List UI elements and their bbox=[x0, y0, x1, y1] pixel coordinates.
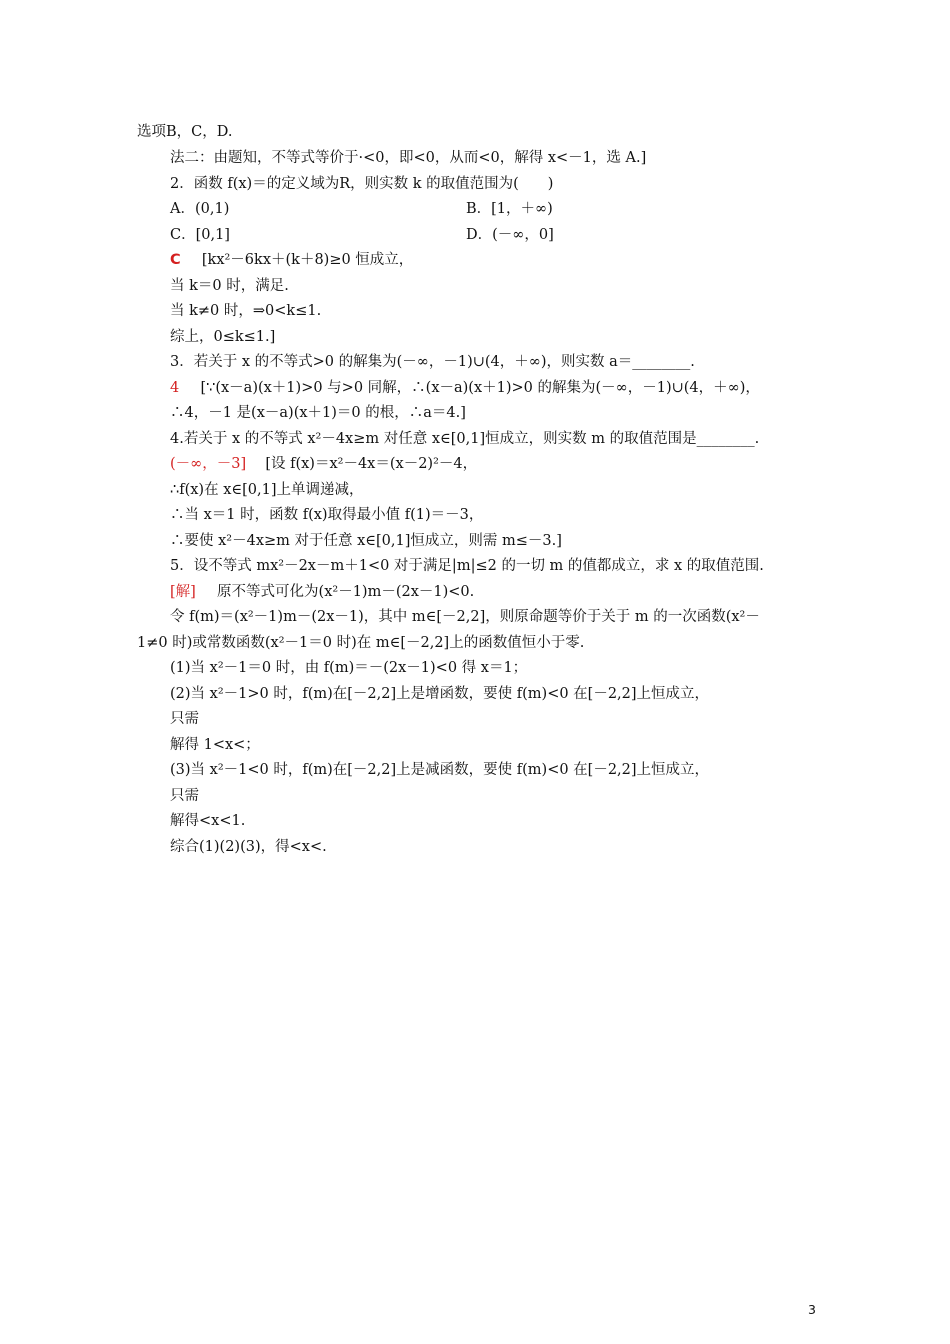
option-a: A．(0,1) bbox=[170, 201, 230, 217]
option-b: B．[1，＋∞) bbox=[466, 201, 553, 217]
answer-label: 4 bbox=[170, 380, 180, 396]
solution-text: [∵(x－a)(x＋1)>0 与>0 同解，∴(x－a)(x＋1)>0 的解集为(－∞，－1)∪(4，＋∞)， bbox=[200, 380, 760, 396]
question-4: 4.若关于 x 的不等式 x²－4x≥m 对任意 x∈[0,1]恒成立，则实数 m 的取值范围是________. bbox=[170, 431, 760, 447]
text-line: 解得 1<x<； bbox=[170, 737, 260, 753]
text-line: 综上，0≤k≤1.] bbox=[170, 329, 276, 345]
question-5: 5．设不等式 mx²－2x－m＋1<0 对于满足|m|≤2 的一切 m 的值都成立，求 x 的取值范围. bbox=[170, 558, 764, 574]
text-line: (1)当 x²－1＝0 时，由 f(m)＝－(2x－1)<0 得 x＝1； bbox=[170, 660, 528, 676]
text-line: 当 k≠0 时，⇒0<k≤1. bbox=[170, 303, 322, 319]
answer-label: [解] bbox=[170, 584, 196, 600]
text-line: 法二：由题知，不等式等价于·<0，即<0，从而<0，解得 x<－1，选 A.] bbox=[170, 150, 647, 166]
question-2: 2．函数 f(x)＝的定义域为R，则实数 k 的取值范围为( ) bbox=[170, 176, 554, 192]
solution-text: [kx²－6kx＋(k＋8)≥0 恒成立， bbox=[201, 252, 414, 268]
text-line: (3)当 x²－1<0 时，f(m)在[－2,2]上是减函数，要使 f(m)<0 在[－2,2]上恒成立， bbox=[170, 762, 710, 778]
solution-text: [设 f(x)＝x²－4x＝(x－2)²－4， bbox=[265, 456, 478, 472]
answer-line bbox=[170, 378, 760, 398]
solution-text: 原不等式可化为(x²－1)m－(2x－1)<0. bbox=[217, 584, 475, 600]
text-line: 1≠0 时)或常数函数(x²－1＝0 时)在 m∈[－2,2]上的函数值恒小于零. bbox=[137, 635, 585, 651]
text-line: 综合(1)(2)(3)，得<x<. bbox=[170, 839, 327, 855]
text-line: 解得<x<1. bbox=[170, 813, 246, 829]
text-line: 只需 bbox=[170, 711, 199, 727]
answer-line bbox=[170, 250, 413, 270]
text-line: ∴要使 x²－4x≥m 对于任意 x∈[0,1]恒成立，则需 m≤－3.] bbox=[170, 533, 562, 549]
answer-line bbox=[170, 582, 474, 602]
option-d: D．(－∞，0] bbox=[466, 227, 554, 243]
text-line: (2)当 x²－1>0 时，f(m)在[－2,2]上是增函数，要使 f(m)<0 在[－2,2]上恒成立， bbox=[170, 686, 710, 702]
answer-line bbox=[170, 454, 477, 474]
text-line: ∴当 x＝1 时，函数 f(x)取得最小值 f(1)＝－3， bbox=[170, 507, 484, 523]
answer-label: C bbox=[170, 252, 181, 268]
text-line: 只需 bbox=[170, 788, 199, 804]
text-line: ∴f(x)在 x∈[0,1]上单调递减， bbox=[170, 482, 364, 498]
page-number: 3 bbox=[808, 1302, 816, 1317]
text-line: 当 k＝0 时，满足. bbox=[170, 278, 289, 294]
question-3: 3．若关于 x 的不等式>0 的解集为(－∞，－1)∪(4，＋∞)，则实数 a＝________. bbox=[170, 354, 695, 370]
text-line: 选项B，C，D. bbox=[137, 124, 233, 140]
text-line: ∴4，－1 是(x－a)(x＋1)＝0 的根，∴a＝4.] bbox=[170, 405, 466, 421]
option-c: C．[0,1] bbox=[170, 227, 230, 243]
answer-label: (－∞，－3] bbox=[170, 456, 247, 472]
text-line: 令 f(m)＝(x²－1)m－(2x－1)，其中 m∈[－2,2]，则原命题等价于关于 m 的一次函数(x²－ bbox=[170, 609, 760, 625]
